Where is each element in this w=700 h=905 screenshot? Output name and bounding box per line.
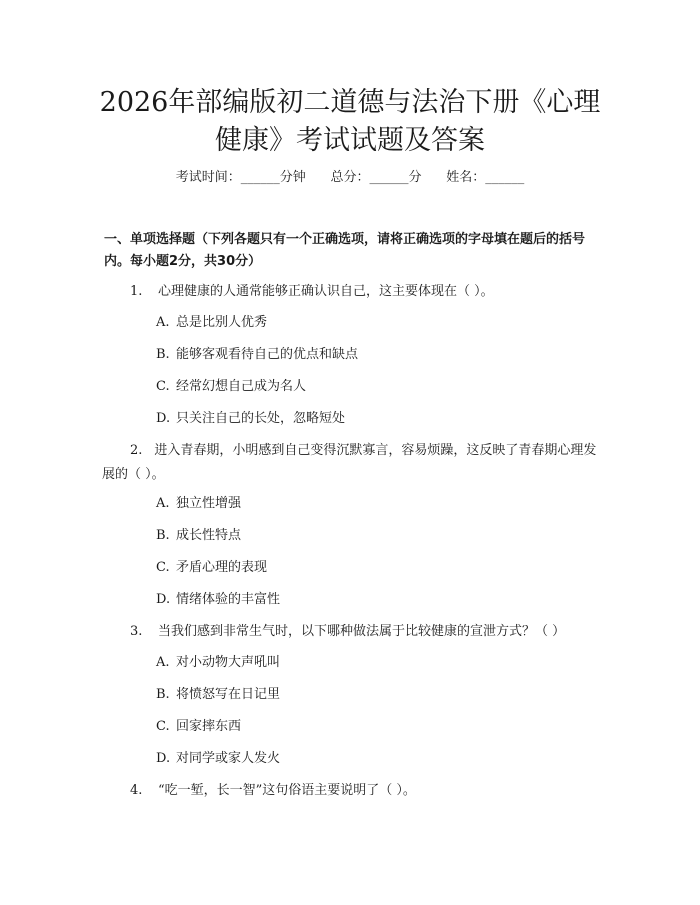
option-text: 矛盾心理的表现	[176, 560, 268, 575]
option-3a	[156, 653, 280, 673]
question-number: 2.	[130, 443, 143, 458]
question-number: 3.	[130, 624, 143, 639]
option-1a	[156, 313, 267, 333]
option-label: D.	[156, 592, 171, 607]
option-label: B.	[156, 528, 170, 543]
option-text: 对同学或家人发火	[176, 751, 281, 766]
question-text: 心理健康的人通常能够正确认识自己，这主要体现在（ ）。	[158, 284, 494, 299]
option-2b	[156, 526, 241, 546]
option-text: 回家摔东西	[176, 719, 242, 734]
option-label: C.	[156, 719, 170, 734]
option-label: D.	[156, 411, 171, 426]
option-label: D.	[156, 751, 171, 766]
option-3d	[156, 749, 280, 769]
option-text: 只关注自己的长处，忽略短处	[176, 411, 346, 426]
option-label: A.	[156, 496, 170, 511]
section-heading: 一、单项选择题（下列各题只有一个正确选项，请将正确选项的字母填在题后的括号内。每小题2分，共30分）	[104, 232, 586, 269]
option-2a	[156, 494, 241, 514]
option-label: B.	[156, 347, 170, 362]
option-1c	[156, 377, 306, 397]
question-text: 进入青春期，小明感到自己变得沉默寡言，容易烦躁，这反映了青春期心理发展的（ ）。	[102, 443, 597, 482]
document-title: 2026年部编版初二道德与法治下册《心理健康》考试试题及答案	[99, 87, 601, 156]
option-text: 独立性增强	[176, 496, 242, 511]
option-label: A.	[156, 315, 170, 330]
option-label: C.	[156, 379, 170, 394]
option-label: B.	[156, 687, 170, 702]
option-3b	[156, 685, 280, 705]
option-label: C.	[156, 560, 170, 575]
question-2	[102, 439, 600, 487]
option-1b	[156, 345, 358, 365]
option-label: A.	[156, 655, 170, 670]
question-4	[130, 779, 600, 803]
option-text: 情绪体验的丰富性	[176, 592, 281, 607]
exam-info-line: 考试时间：______分钟 总分：______分 姓名：______	[175, 170, 525, 185]
option-1d	[156, 409, 345, 429]
question-1	[130, 280, 600, 304]
option-text: 能够客观看待自己的优点和缺点	[176, 347, 359, 362]
option-text: 将愤怒写在日记里	[176, 687, 281, 702]
option-text: 成长性特点	[176, 528, 242, 543]
option-3c	[156, 717, 241, 737]
option-2d	[156, 590, 280, 610]
option-text: 经常幻想自己成为名人	[176, 379, 307, 394]
option-text: 总是比别人优秀	[176, 315, 268, 330]
question-text: “吃一堑，长一智”这句俗语主要说明了（ ）。	[158, 783, 416, 798]
question-number: 4.	[130, 783, 143, 798]
question-text: 当我们感到非常生气时，以下哪种做法属于比较健康的宣泄方式？（ ）	[158, 624, 566, 639]
question-number: 1.	[130, 284, 143, 299]
option-text: 对小动物大声吼叫	[176, 655, 281, 670]
question-3	[130, 620, 600, 644]
option-2c	[156, 558, 267, 578]
